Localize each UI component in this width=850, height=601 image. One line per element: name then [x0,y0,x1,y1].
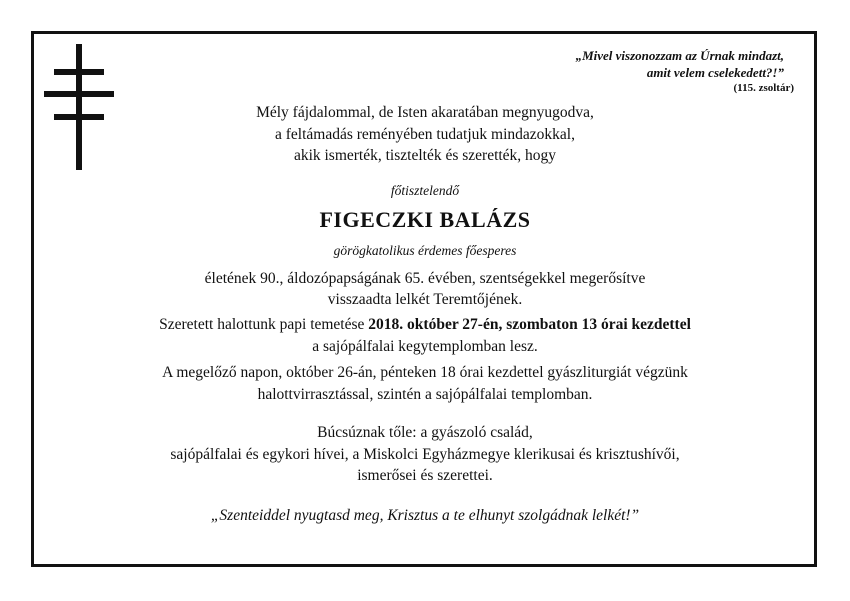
funeral-prefix: Szeretett halottunk papi temetése [159,316,365,333]
closing-prayer: „Szenteiddel nyugtasd meg, Krisztus a te elhunyt szolgádnak lelkét!” [210,507,640,524]
honorific: főtisztelendő [390,183,460,198]
farewell-line-2: sajópálfalai és egykori hívei, a Miskolci Egyházmegye klerikusai és krisztushívői, [170,446,680,463]
psalm-reference: (115. zsoltár) [733,82,794,94]
psalm-quote [444,47,784,81]
intro-line-1: Mély fájdalommal, de Isten akaratában megnyugodva, [256,104,594,121]
vigil-line-1: A megelőző napon, október 26-án, pénteken 18 órai kezdettel gyászliturgiát végzünk [162,364,688,381]
death-line-1: életének 90., áldozópapságának 65. évében, szentségekkel megerősítve [204,270,646,287]
psalm-quote-line-1: „Mivel viszonozzam az Úrnak mindazt, [575,48,784,63]
intro-line-3: akik ismerték, tisztelték és szerették, hogy [293,147,557,164]
psalm-quote-line-2: amit velem cselekedett?!” [646,65,784,80]
death-line-2: visszaadta lelkét Teremtőjének. [327,291,523,308]
funeral-line-2: a sajópálfalai kegytemplomban lesz. [312,338,538,355]
deceased-title: görögkatolikus érdemes főesperes [333,243,517,258]
funeral-datetime: 2018. október 27-én, szombaton 13 órai kezdettel [368,316,691,333]
funeral-line-1 [0,316,850,334]
deceased-name: FIGECZKI BALÁZS [319,207,531,232]
vigil-line-2: halottvirrasztással, szintén a sajópálfalai templomban. [257,386,593,403]
intro-line-2: a feltámadás reményében tudatjuk mindazokkal, [275,126,575,143]
farewell-line-1: Búcsúznak tőle: a gyászoló család, [317,424,533,441]
farewell-line-3: ismerősei és szerettei. [357,467,493,484]
